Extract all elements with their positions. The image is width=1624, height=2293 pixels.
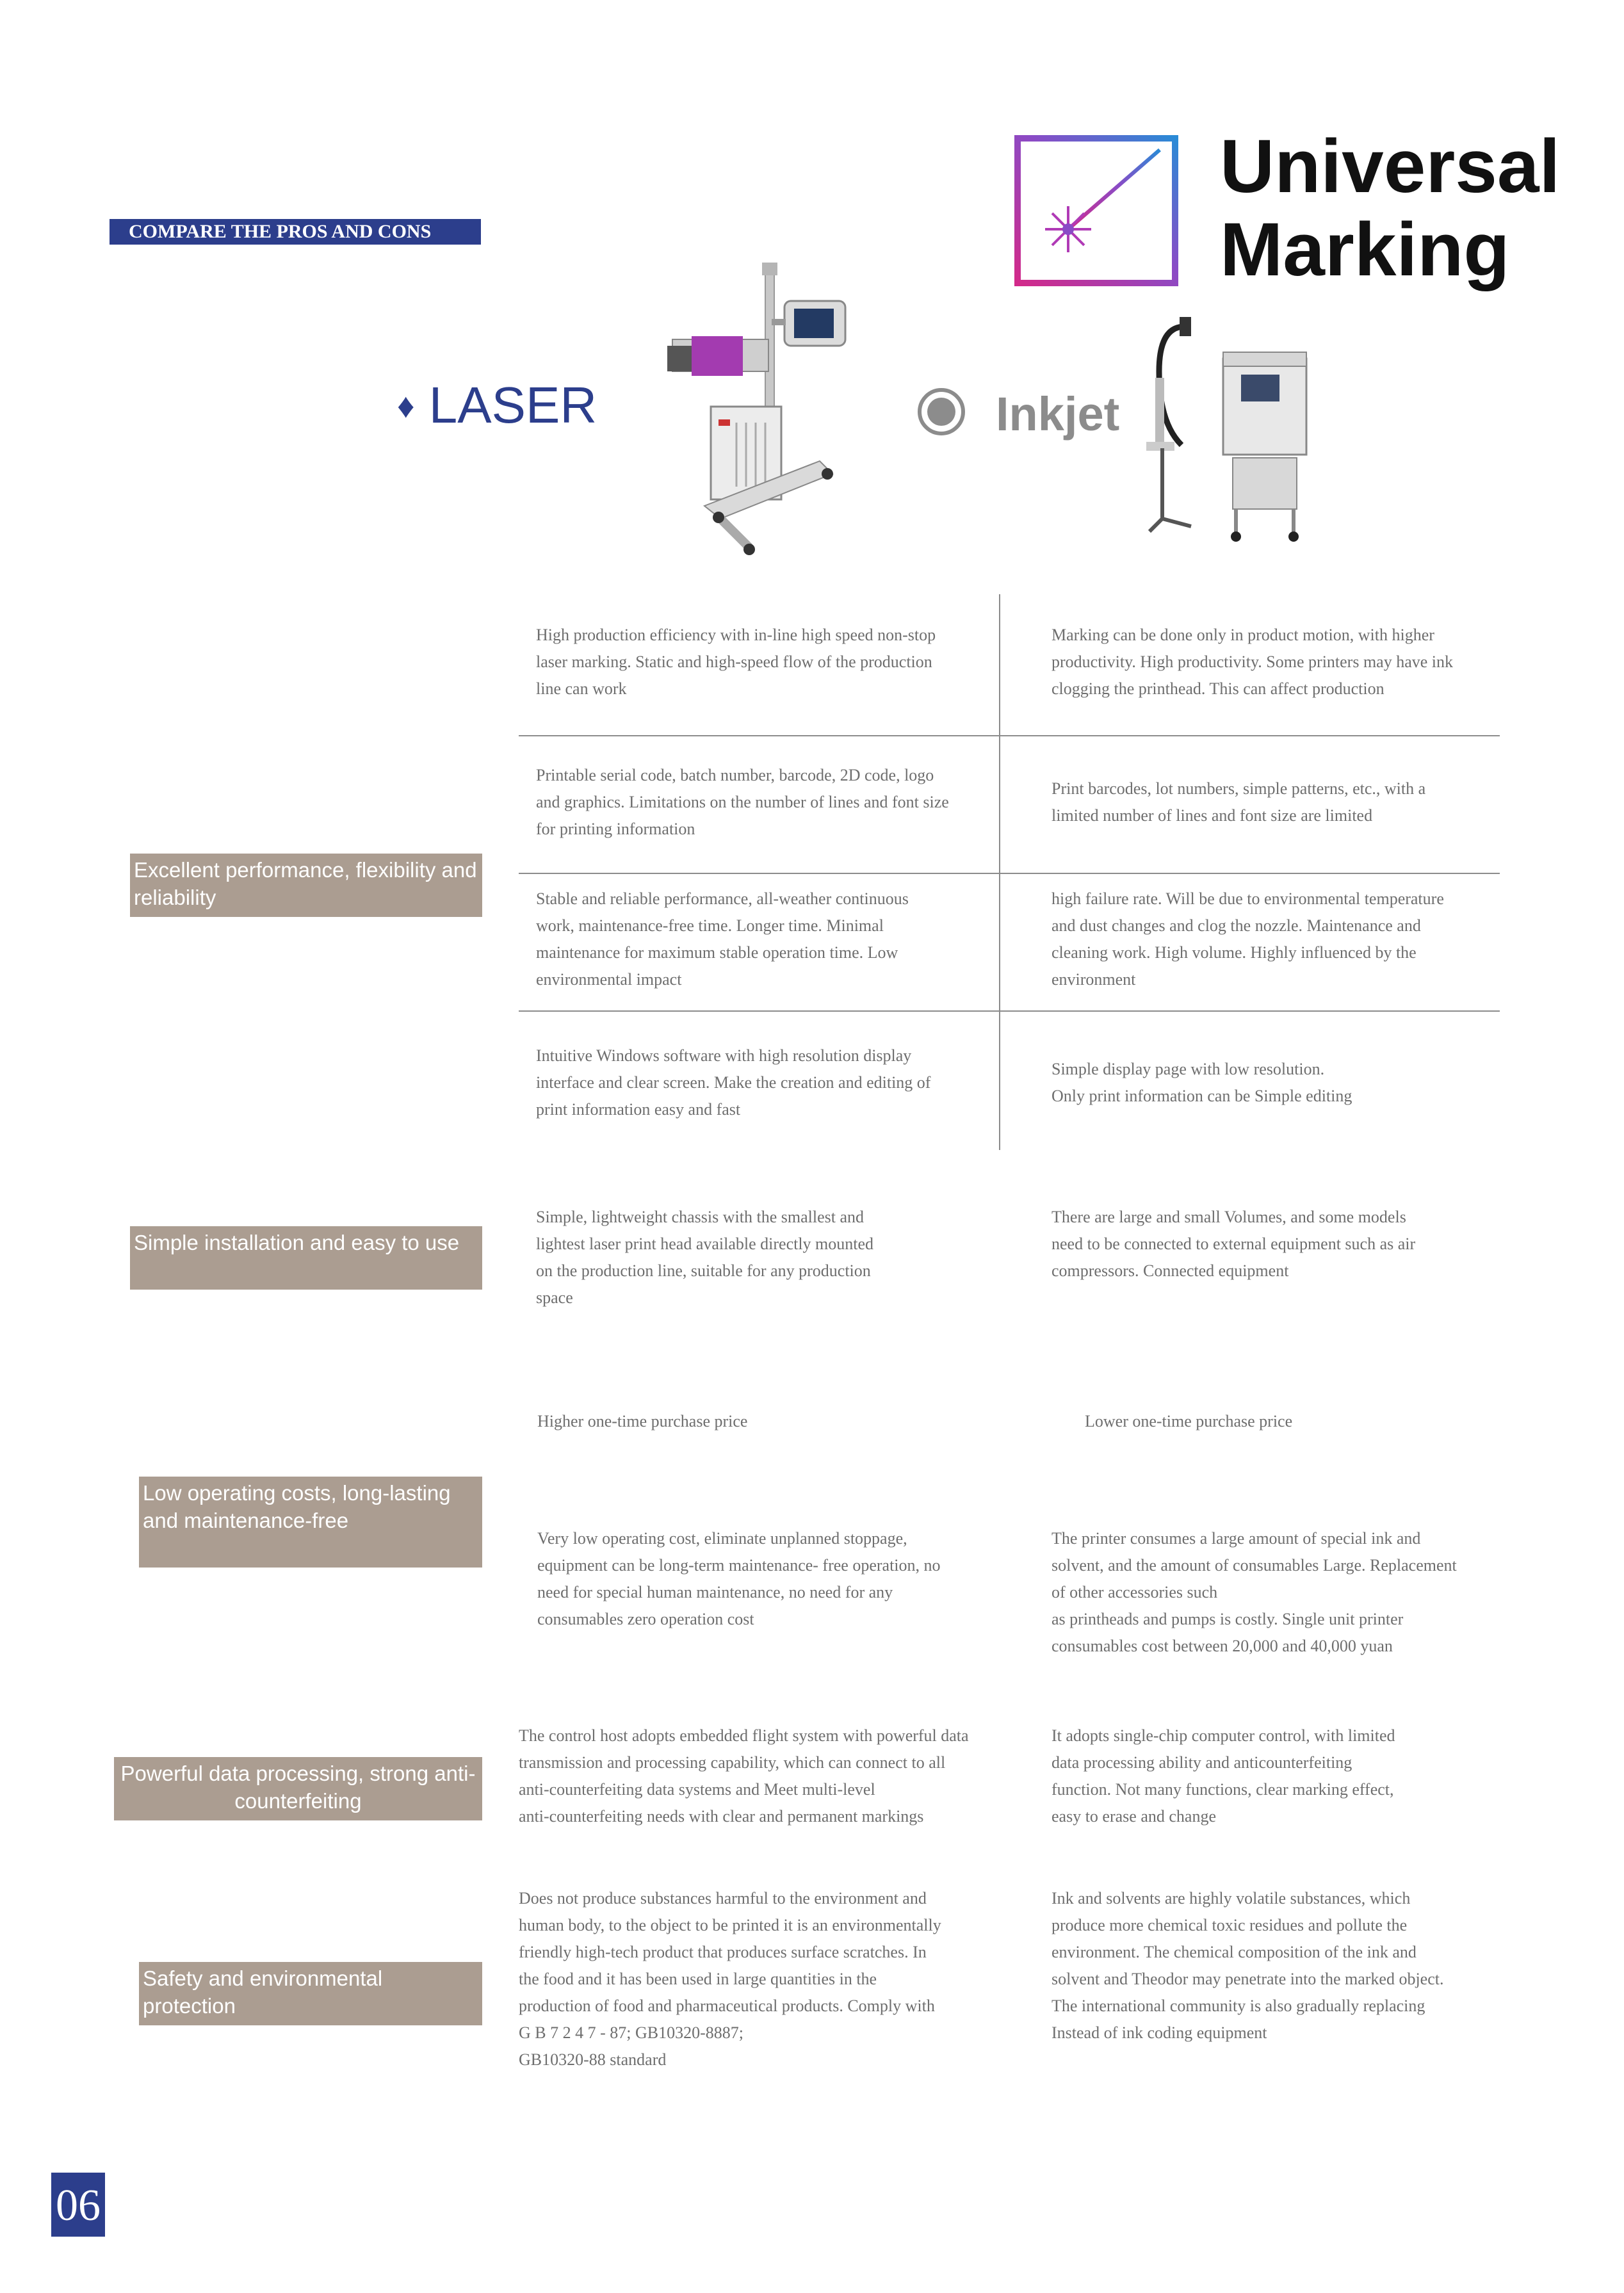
column-divider (999, 594, 1000, 1150)
laser-row-4: Intuitive Windows software with high resolution display interface and clear screen. Make the creation and editing of print information easy and fast (536, 1046, 931, 1119)
category-data-processing: Powerful data processing, strong anti-counterfeiting (114, 1757, 482, 1820)
laser-row-8: The control host adopts embedded flight system with powerful data transmission and processing capability, which can connect to all anti-counterfeiting data systems and Meet multi-level anti-counterfeiting needs with clear and permanent markings (519, 1726, 969, 1826)
inkjet-row-6: Lower one-time purchase price (1085, 1412, 1293, 1430)
inkjet-row-7: The printer consumes a large amount of special ink and solvent, and the amount of consumables Large. Replacement of other accessories such as printheads and pumps is costly. Single unit printer consumables cost between 20,000 and 40,000 yuan (1052, 1529, 1457, 1655)
laser-row-9: Does not produce substances harmful to the environment and human body, to the object to be printed it is an environmentally friendly high-tech product that produces surface scratches. In the food and it has been used in large quantities in the production of food and pharmaceutical products. Comply with G B 7 2 4 7 - 87; GB10320-8887; GB10320-88 standard (519, 1889, 941, 2069)
laser-row-7: Very low operating cost, eliminate unplanned stoppage, equipment can be long-term maintenance- free operation, no need for special human maintenance, no need for any consumables zero operation cost (537, 1529, 941, 1628)
category-performance: Excellent performance, flexibility and reliability (130, 854, 482, 917)
inkjet-row-9: Ink and solvents are highly volatile substances, which produce more chemical toxic residues and pollute the environment. The chemical composition of the ink and solvent and Theodor may penetrate into the marked object. The international community is also gradually replacing Instead of ink coding equipment (1052, 1889, 1444, 2042)
inkjet-row-5: There are large and small Volumes, and some models need to be connected to external equipment such as air compressors. Connected equipment (1052, 1208, 1416, 1280)
category-installation: Simple installation and easy to use (130, 1226, 482, 1290)
category-safety: Safety and environmental protection (139, 1962, 482, 2025)
inkjet-row-4: Simple display page with low resolution. Only print information can be Simple editing (1052, 1060, 1352, 1105)
page-number: 06 (56, 2181, 101, 2230)
row-divider (519, 873, 1500, 874)
section-badge-label: COMPARE THE PROS AND CONS (129, 221, 432, 242)
page-number-badge (51, 2173, 105, 2237)
laser-row-6: Higher one-time purchase price (537, 1412, 748, 1430)
row-divider (519, 1010, 1500, 1012)
inkjet-label: Inkjet (996, 387, 1120, 441)
inkjet-row-8: It adopts single-chip computer control, with limited data processing ability and anticounterfeiting function. Not many functions, clear marking effect, easy to erase and change (1052, 1726, 1395, 1826)
inkjet-row-3: high failure rate. Will be due to environmental temperature and dust changes and clog the nozzle. Maintenance and cleaning work. High volume. Highly influenced by the environment (1052, 889, 1444, 989)
laser-heading (397, 377, 597, 435)
laser-label: LASER (428, 377, 597, 433)
diamond-bullet-icon: ♦ (397, 387, 415, 425)
inkjet-row-1: Marking can be done only in product motion, with higher productivity. High productivity. Some printers may have ink clogging the printhead. This can affect production (1052, 626, 1454, 698)
category-operating-costs: Low operating costs, long-lasting and maintenance-free (139, 1477, 482, 1568)
inkjet-row-2: Print barcodes, lot numbers, simple patterns, etc., with a limited number of lines and font size are limited (1052, 779, 1426, 825)
section-badge (110, 219, 481, 245)
laser-marking-machine-image (660, 263, 852, 557)
laser-row-2: Printable serial code, batch number, barcode, 2D code, logo and graphics. Limitations on the number of lines and font size for printing information (536, 766, 949, 838)
laser-row-5: Simple, lightweight chassis with the smallest and lightest laser print head available directly mounted on the production line, suitable for any production space (536, 1208, 874, 1307)
laser-row-3: Stable and reliable performance, all-weather continuous work, maintenance-free time. Longer time. Minimal maintenance for maximum stable operation time. Low environmental impact (536, 889, 909, 989)
page-title (1220, 125, 1560, 291)
page-title-line-2: Marking (1220, 207, 1510, 292)
laser-row-1: High production efficiency with in-line high speed non-stop laser marking. Static and high-speed flow of the production line can work (536, 626, 936, 698)
row-divider (519, 735, 1500, 736)
inkjet-printer-image (1146, 314, 1326, 544)
laser-brand-logo (1014, 134, 1180, 287)
inkjet-radio-icon (916, 386, 967, 437)
page-title-line-1: Universal (1220, 124, 1561, 209)
